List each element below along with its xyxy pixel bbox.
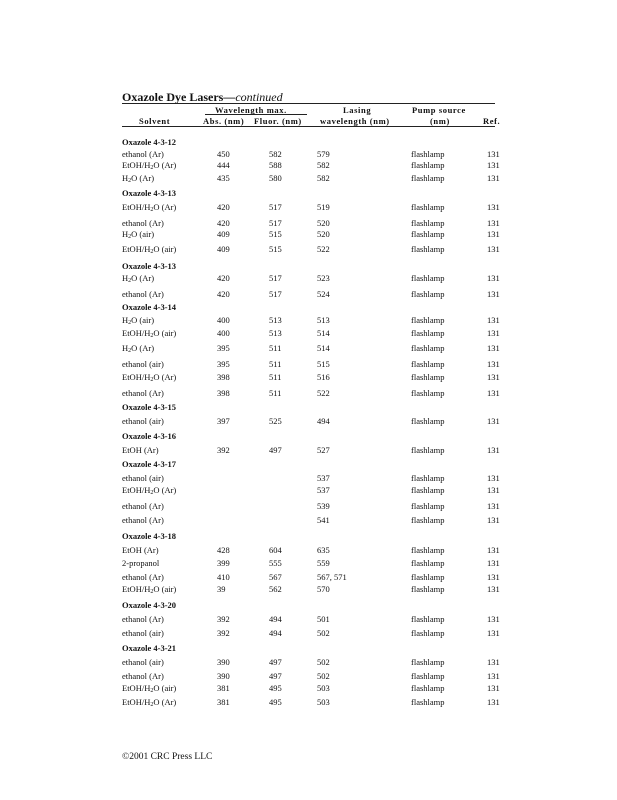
table-row bbox=[122, 628, 502, 639]
cell-pump: flashlamp bbox=[411, 343, 445, 353]
cell-solvent: EtOH (Ar) bbox=[122, 545, 159, 555]
cell-ref: 131 bbox=[487, 244, 500, 254]
cell-pump: flashlamp bbox=[411, 273, 445, 283]
header-solvent: Solvent bbox=[139, 116, 171, 126]
cell-fluor: 494 bbox=[269, 614, 282, 624]
cell-fluor: 580 bbox=[269, 173, 282, 183]
cell-pump: flashlamp bbox=[411, 657, 445, 667]
table-row bbox=[122, 572, 502, 583]
cell-solvent: ethanol (Ar) bbox=[122, 501, 164, 511]
cell-ref: 131 bbox=[487, 683, 500, 693]
cell-fluor: 513 bbox=[269, 315, 282, 325]
cell-pump: flashlamp bbox=[411, 671, 445, 681]
cell-lasing: 523 bbox=[317, 273, 330, 283]
cell-pump: flashlamp bbox=[411, 445, 445, 455]
table-row bbox=[122, 160, 502, 171]
cell-lasing: 519 bbox=[317, 202, 330, 212]
group-heading: Oxazole 4-3-15 bbox=[122, 402, 177, 412]
cell-ref: 131 bbox=[487, 572, 500, 582]
cell-abs: 395 bbox=[217, 343, 230, 353]
cell-fluor: 511 bbox=[269, 359, 282, 369]
cell-solvent: ethanol (Ar) bbox=[122, 515, 164, 525]
cell-fluor: 582 bbox=[269, 149, 282, 159]
cell-abs: 400 bbox=[217, 328, 230, 338]
cell-abs: 392 bbox=[217, 445, 230, 455]
top-rule bbox=[122, 103, 495, 104]
copyright-footer: ©2001 CRC Press LLC bbox=[122, 752, 213, 762]
group-heading: Oxazole 4-3-17 bbox=[122, 459, 177, 469]
table-row bbox=[122, 273, 502, 284]
cell-ref: 131 bbox=[487, 229, 500, 239]
cell-ref: 131 bbox=[487, 359, 500, 369]
table-row bbox=[122, 445, 502, 456]
cell-solvent: ethanol (air) bbox=[122, 628, 164, 638]
cell-solvent: $H_2O$ (air) bbox=[122, 229, 155, 240]
title-main: Oxazole Dye Lasers— bbox=[122, 90, 236, 104]
cell-pump: flashlamp bbox=[411, 485, 445, 495]
cell-fluor: 517 bbox=[269, 289, 282, 299]
cell-fluor: 495 bbox=[269, 697, 282, 707]
cell-lasing: 514 bbox=[317, 328, 330, 338]
table-row bbox=[122, 545, 502, 556]
table-row bbox=[122, 359, 502, 370]
cell-lasing: 559 bbox=[317, 558, 330, 568]
table-row bbox=[122, 501, 502, 512]
cell-pump: flashlamp bbox=[411, 416, 445, 426]
header-pump-unit: (nm) bbox=[430, 116, 450, 126]
cell-pump: flashlamp bbox=[411, 160, 445, 170]
cell-pump: flashlamp bbox=[411, 683, 445, 693]
cell-solvent: $H_2O$ (Ar) bbox=[122, 173, 155, 184]
cell-solvent: ethanol (Ar) bbox=[122, 671, 164, 681]
cell-abs: 444 bbox=[217, 160, 230, 170]
cell-fluor: 555 bbox=[269, 558, 282, 568]
cell-pump: flashlamp bbox=[411, 614, 445, 624]
cell-lasing: 513 bbox=[317, 315, 330, 325]
cell-solvent: ethanol (Ar) bbox=[122, 614, 164, 624]
cell-pump: flashlamp bbox=[411, 515, 445, 525]
cell-ref: 131 bbox=[487, 501, 500, 511]
cell-abs: 398 bbox=[217, 372, 230, 382]
cell-solvent: ethanol (air) bbox=[122, 359, 164, 369]
cell-ref: 131 bbox=[487, 149, 500, 159]
cell-abs: 399 bbox=[217, 558, 230, 568]
cell-fluor: 525 bbox=[269, 416, 282, 426]
table-row bbox=[122, 683, 502, 694]
cell-solvent: ethanol (air) bbox=[122, 416, 164, 426]
cell-abs: 381 bbox=[217, 697, 230, 707]
cell-ref: 131 bbox=[487, 558, 500, 568]
table-row bbox=[122, 614, 502, 625]
cell-lasing: 537 bbox=[317, 473, 330, 483]
cell-ref: 131 bbox=[487, 473, 500, 483]
cell-solvent: EtOH/$H_2O$ (Ar) bbox=[122, 697, 177, 708]
cell-abs: 390 bbox=[217, 657, 230, 667]
cell-solvent: ethanol (Ar) bbox=[122, 388, 164, 398]
cell-fluor: 517 bbox=[269, 202, 282, 212]
table-row bbox=[122, 173, 502, 184]
cell-pump: flashlamp bbox=[411, 628, 445, 638]
cell-lasing: 502 bbox=[317, 657, 330, 667]
table-row bbox=[122, 697, 502, 708]
cell-abs: 395 bbox=[217, 359, 230, 369]
cell-pump: flashlamp bbox=[411, 202, 445, 212]
cell-pump: flashlamp bbox=[411, 315, 445, 325]
cell-solvent: $H_2O$ (Ar) bbox=[122, 343, 155, 354]
group-heading: Oxazole 4-3-13 bbox=[122, 188, 177, 198]
cell-lasing: 582 bbox=[317, 173, 330, 183]
cell-fluor: 497 bbox=[269, 671, 282, 681]
cell-pump: flashlamp bbox=[411, 388, 445, 398]
cell-ref: 131 bbox=[487, 515, 500, 525]
table-row bbox=[122, 229, 502, 240]
cell-pump: flashlamp bbox=[411, 149, 445, 159]
cell-abs: 420 bbox=[217, 202, 230, 212]
cell-pump: flashlamp bbox=[411, 328, 445, 338]
cell-lasing: 501 bbox=[317, 614, 330, 624]
cell-ref: 131 bbox=[487, 445, 500, 455]
cell-solvent: ethanol (air) bbox=[122, 473, 164, 483]
cell-lasing: 514 bbox=[317, 343, 330, 353]
cell-lasing: 520 bbox=[317, 218, 330, 228]
cell-pump: flashlamp bbox=[411, 473, 445, 483]
table-row bbox=[122, 218, 502, 229]
cell-lasing: 567, 571 bbox=[317, 572, 347, 582]
table-row bbox=[122, 315, 502, 326]
cell-ref: 131 bbox=[487, 273, 500, 283]
cell-abs: 39 bbox=[217, 584, 226, 594]
cell-pump: flashlamp bbox=[411, 359, 445, 369]
cell-abs: 420 bbox=[217, 273, 230, 283]
cell-fluor: 495 bbox=[269, 683, 282, 693]
cell-solvent: ethanol (Ar) bbox=[122, 149, 164, 159]
cell-solvent: EtOH (Ar) bbox=[122, 445, 159, 455]
table-row bbox=[122, 416, 502, 427]
cell-fluor: 517 bbox=[269, 218, 282, 228]
group-heading: Oxazole 4-3-18 bbox=[122, 531, 177, 541]
group-heading: Oxazole 4-3-12 bbox=[122, 137, 177, 147]
cell-ref: 131 bbox=[487, 388, 500, 398]
cell-ref: 131 bbox=[487, 315, 500, 325]
cell-solvent: ethanol (Ar) bbox=[122, 289, 164, 299]
cell-abs: 392 bbox=[217, 628, 230, 638]
cell-ref: 131 bbox=[487, 584, 500, 594]
cell-fluor: 511 bbox=[269, 343, 282, 353]
table-row bbox=[122, 485, 502, 496]
group-heading: Oxazole 4-3-16 bbox=[122, 431, 177, 441]
cell-lasing: 520 bbox=[317, 229, 330, 239]
cell-lasing: 541 bbox=[317, 515, 330, 525]
wavelength-max-rule bbox=[205, 114, 307, 115]
group-heading: Oxazole 4-3-13 bbox=[122, 261, 177, 271]
cell-pump: flashlamp bbox=[411, 289, 445, 299]
cell-ref: 131 bbox=[487, 343, 500, 353]
header-pump-source: Pump source bbox=[412, 105, 466, 115]
header-lasing-wavelength: wavelength (nm) bbox=[320, 116, 390, 126]
cell-lasing: 516 bbox=[317, 372, 330, 382]
header-ref: Ref. bbox=[483, 116, 501, 126]
table-row bbox=[122, 388, 502, 399]
cell-ref: 131 bbox=[487, 328, 500, 338]
cell-lasing: 579 bbox=[317, 149, 330, 159]
cell-ref: 131 bbox=[487, 545, 500, 555]
header-fluor: Fluor. (nm) bbox=[254, 116, 302, 126]
table-row bbox=[122, 372, 502, 383]
cell-ref: 131 bbox=[487, 173, 500, 183]
cell-fluor: 567 bbox=[269, 572, 282, 582]
table-row bbox=[122, 202, 502, 213]
cell-abs: 420 bbox=[217, 289, 230, 299]
cell-abs: 409 bbox=[217, 229, 230, 239]
cell-lasing: 515 bbox=[317, 359, 330, 369]
cell-solvent: EtOH/$H_2O$ (Ar) bbox=[122, 485, 177, 496]
table-row bbox=[122, 343, 502, 354]
header-abs: Abs. (nm) bbox=[203, 116, 245, 126]
table-row bbox=[122, 289, 502, 300]
cell-abs: 428 bbox=[217, 545, 230, 555]
table-row bbox=[122, 149, 502, 160]
cell-abs: 398 bbox=[217, 388, 230, 398]
cell-pump: flashlamp bbox=[411, 372, 445, 382]
cell-abs: 435 bbox=[217, 173, 230, 183]
group-heading: Oxazole 4-3-21 bbox=[122, 643, 177, 653]
cell-solvent: $H_2O$ (Ar) bbox=[122, 273, 155, 284]
cell-ref: 131 bbox=[487, 416, 500, 426]
cell-ref: 131 bbox=[487, 372, 500, 382]
cell-pump: flashlamp bbox=[411, 584, 445, 594]
cell-lasing: 522 bbox=[317, 388, 330, 398]
cell-lasing: 524 bbox=[317, 289, 330, 299]
cell-solvent: EtOH/$H_2O$ (Ar) bbox=[122, 160, 177, 171]
cell-lasing: 502 bbox=[317, 628, 330, 638]
cell-fluor: 517 bbox=[269, 273, 282, 283]
cell-lasing: 494 bbox=[317, 416, 330, 426]
group-heading: Oxazole 4-3-14 bbox=[122, 302, 177, 312]
cell-ref: 131 bbox=[487, 485, 500, 495]
cell-pump: flashlamp bbox=[411, 218, 445, 228]
cell-lasing: 582 bbox=[317, 160, 330, 170]
cell-abs: 392 bbox=[217, 614, 230, 624]
table-row bbox=[122, 558, 502, 569]
cell-abs: 390 bbox=[217, 671, 230, 681]
cell-solvent: EtOH/$H_2O$ (Ar) bbox=[122, 372, 177, 383]
cell-lasing: 539 bbox=[317, 501, 330, 511]
cell-fluor: 511 bbox=[269, 388, 282, 398]
table-row bbox=[122, 244, 502, 255]
cell-fluor: 513 bbox=[269, 328, 282, 338]
cell-solvent: $H_2O$ (air) bbox=[122, 315, 155, 326]
table-row bbox=[122, 657, 502, 668]
table-row bbox=[122, 473, 502, 484]
cell-abs: 381 bbox=[217, 683, 230, 693]
cell-solvent: EtOH/$H_2O$ (air) bbox=[122, 584, 177, 595]
cell-ref: 131 bbox=[487, 671, 500, 681]
cell-pump: flashlamp bbox=[411, 173, 445, 183]
cell-ref: 131 bbox=[487, 218, 500, 228]
cell-fluor: 515 bbox=[269, 244, 282, 254]
cell-lasing: 635 bbox=[317, 545, 330, 555]
cell-fluor: 604 bbox=[269, 545, 282, 555]
cell-abs: 450 bbox=[217, 149, 230, 159]
cell-solvent: EtOH/$H_2O$ (air) bbox=[122, 244, 177, 255]
cell-lasing: 522 bbox=[317, 244, 330, 254]
cell-ref: 131 bbox=[487, 614, 500, 624]
cell-solvent: EtOH/$H_2O$ (Ar) bbox=[122, 202, 177, 213]
cell-solvent: EtOH/$H_2O$ (air) bbox=[122, 328, 177, 339]
cell-abs: 400 bbox=[217, 315, 230, 325]
cell-lasing: 570 bbox=[317, 584, 330, 594]
cell-fluor: 515 bbox=[269, 229, 282, 239]
cell-ref: 131 bbox=[487, 160, 500, 170]
cell-pump: flashlamp bbox=[411, 244, 445, 254]
cell-abs: 420 bbox=[217, 218, 230, 228]
cell-fluor: 497 bbox=[269, 657, 282, 667]
cell-pump: flashlamp bbox=[411, 229, 445, 239]
cell-lasing: 502 bbox=[317, 671, 330, 681]
cell-ref: 131 bbox=[487, 628, 500, 638]
cell-fluor: 562 bbox=[269, 584, 282, 594]
cell-fluor: 511 bbox=[269, 372, 282, 382]
cell-pump: flashlamp bbox=[411, 501, 445, 511]
header-lasing: Lasing bbox=[343, 105, 372, 115]
header-wavelength-max: Wavelength max. bbox=[215, 105, 287, 115]
title-continued: continued bbox=[235, 90, 283, 104]
cell-lasing: 503 bbox=[317, 683, 330, 693]
table-row bbox=[122, 515, 502, 526]
cell-pump: flashlamp bbox=[411, 697, 445, 707]
cell-lasing: 527 bbox=[317, 445, 330, 455]
cell-fluor: 494 bbox=[269, 628, 282, 638]
cell-fluor: 588 bbox=[269, 160, 282, 170]
cell-solvent: ethanol (air) bbox=[122, 657, 164, 667]
cell-abs: 410 bbox=[217, 572, 230, 582]
table-row bbox=[122, 328, 502, 339]
cell-ref: 131 bbox=[487, 202, 500, 212]
cell-ref: 131 bbox=[487, 657, 500, 667]
cell-solvent: ethanol (Ar) bbox=[122, 572, 164, 582]
cell-abs: 397 bbox=[217, 416, 230, 426]
group-heading: Oxazole 4-3-20 bbox=[122, 600, 177, 610]
cell-lasing: 537 bbox=[317, 485, 330, 495]
cell-pump: flashlamp bbox=[411, 545, 445, 555]
header-bottom-rule bbox=[122, 126, 495, 127]
cell-pump: flashlamp bbox=[411, 572, 445, 582]
table-row bbox=[122, 584, 502, 595]
cell-lasing: 503 bbox=[317, 697, 330, 707]
cell-solvent: 2-propanol bbox=[122, 558, 160, 568]
cell-solvent: EtOH/$H_2O$ (air) bbox=[122, 683, 177, 694]
cell-solvent: ethanol (Ar) bbox=[122, 218, 164, 228]
cell-abs: 409 bbox=[217, 244, 230, 254]
table-row bbox=[122, 671, 502, 682]
cell-ref: 131 bbox=[487, 697, 500, 707]
cell-pump: flashlamp bbox=[411, 558, 445, 568]
cell-ref: 131 bbox=[487, 289, 500, 299]
cell-fluor: 497 bbox=[269, 445, 282, 455]
